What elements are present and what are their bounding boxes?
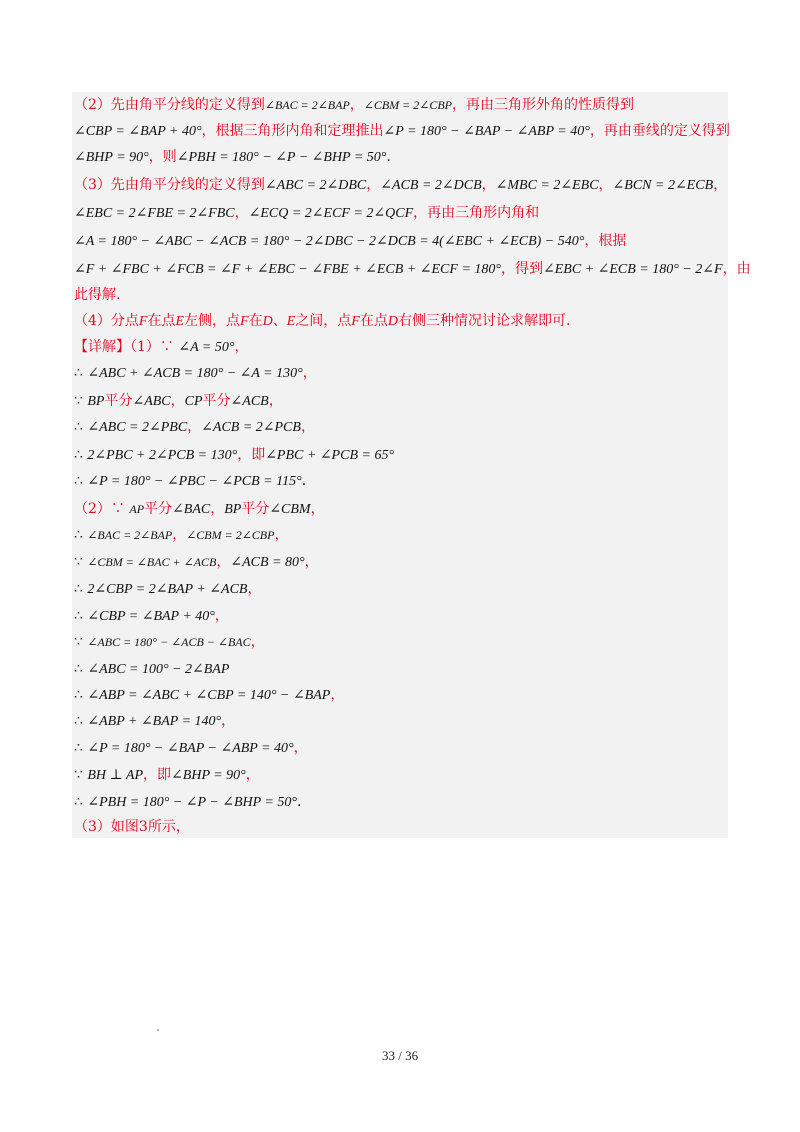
text-run: ， [293,740,308,756]
line-18 [74,549,319,575]
math-expression: ∠BCN = 2∠ECB [612,178,714,193]
text-run: 平分 [144,501,173,517]
line-17 [74,522,288,548]
math-expression: BP [87,394,105,409]
text-run: ， [366,177,381,193]
math-expression: ∠PBH = 180° − ∠P − ∠BHP = 50° [87,795,298,810]
math-expression: ∠ABP = ∠ABC + ∠CBP = 140° − ∠BAP [87,688,331,703]
math-expression: ∠BHP = 90° [171,768,246,783]
text-run: ， [234,339,249,355]
text-run: ，根据 [584,233,627,249]
math-expression: ∠PBC + ∠PCB = 65° [265,448,395,463]
text-run: . [301,473,307,489]
text-run: ，再由垂线的定义得到 [589,123,730,139]
line-27 [74,789,301,815]
text-run: 左侧，点 [184,313,241,329]
text-run: ，则 [148,149,177,165]
math-expression: ∠ACB = 2∠DCB [380,178,482,193]
text-run: 在点 [147,313,176,329]
text-run: 右侧三种情况讨论求解即可. [397,313,571,329]
text-run: ∴ [74,661,88,677]
text-run: ， [598,177,613,193]
line-9 [74,308,570,334]
text-run: ∵ [74,393,88,409]
line-10 [74,334,248,360]
text-run: ∴ [74,687,88,703]
line-28 [74,814,190,840]
text-run: ， [330,687,345,703]
line-14 [74,442,394,468]
math-expression: ∠ACB = 80° [230,555,305,570]
text-run: ∵ [74,634,88,650]
text-run: ∴ [74,473,88,489]
text-run: 此得解. [74,287,121,303]
math-expression: ∠CBP = ∠BAP + 40° [87,609,215,624]
text-run: . [297,794,302,810]
math-expression: ∠CBM = 2∠CBP [363,98,452,112]
math-expression: ∠P = 180° − ∠PBC − ∠PCB = 115° [87,474,302,489]
line-20 [74,603,229,629]
line-19 [74,576,261,602]
text-run: 在点 [359,313,388,329]
math-expression: E [286,314,296,329]
text-run: ， [300,419,315,435]
math-expression: F [351,314,360,329]
line-21 [74,629,265,655]
math-expression: 2∠CBP = 2∠BAP + ∠ACB [87,582,248,597]
text-run: ， [302,365,317,381]
line-7 [74,256,751,282]
text-run: （2）先由角平分线的定义得到 [74,97,265,113]
text-run: ，得到 [501,261,543,277]
text-run: ， [250,634,265,650]
text-run: ， [247,581,262,597]
text-run: （1）∵ [130,339,179,355]
line-13 [74,414,315,440]
text-run: ， [349,97,364,113]
text-run: ∴ [74,608,88,624]
line-25 [74,735,308,761]
math-expression: ∠EBC + ∠ECB = 180° − 2∠F [543,262,723,277]
math-expression: ∠A = 50° [178,340,235,355]
math-expression: ∠BHP = 90° [74,150,149,165]
text-run: ∴ [74,365,88,381]
line-6 [74,228,626,254]
text-run: ， [221,713,236,729]
math-expression: ∠BAC = 2∠BAP [264,98,350,112]
text-run: ， [187,419,202,435]
math-expression: F [240,314,249,329]
text-run: ∴ [74,794,88,810]
math-expression: ∠CBM = ∠BAC + ∠ACB [87,555,217,569]
text-run: （3）如图3所示， [74,819,190,835]
line-12 [74,388,283,414]
math-expression: BP [224,502,242,517]
math-expression: 2∠PBC + 2∠PCB = 130° [87,448,238,463]
line-1 [74,92,634,118]
text-run: ∴ [74,527,88,543]
text-run: ∴ [74,581,88,597]
text-run: ， [210,501,225,517]
line-3 [74,144,391,170]
text-run: ， [216,554,231,570]
page-total: 36 [405,1048,419,1063]
math-expression: ∠P = 180° − ∠BAP − ∠ABP = 40° [87,741,294,756]
line-8 [74,282,120,308]
text-run: ， [304,554,319,570]
text-run: ， [245,767,260,783]
math-expression: F [138,314,148,329]
line-16 [74,496,325,522]
math-expression: ∠ABC = 100° − 2∠BAP [87,662,230,677]
math-expression: ∠ABC = 2∠DBC [264,178,367,193]
line-11 [74,360,317,386]
text-run: ，再由三角形内角和 [413,205,540,221]
line-2 [74,118,730,144]
math-expression: ∠ABC + ∠ACB = 180° − ∠A = 130° [87,366,303,381]
math-expression: ∠MBC = 2∠EBC [495,178,599,193]
text-run: ， [274,527,289,543]
text-run: ， [713,177,728,193]
text-run: ，由 [722,261,751,277]
math-expression: ∠P = 180° − ∠BAP − ∠ABP = 40° [383,124,590,139]
math-expression: ∠F + ∠FBC + ∠FCB = ∠F + ∠EBC − ∠FBE + ∠ECB + ∠ECF = 180° [74,262,501,277]
line-23 [74,682,344,708]
text-run: （4）分点 [74,313,139,329]
page-footer [0,1048,800,1064]
text-run: ∴ [74,713,88,729]
math-expression: ∠BAC [172,502,211,517]
math-expression: ∠ACB = 2∠PCB [201,420,301,435]
text-run: ， [481,177,496,193]
text-run: ， [310,501,325,517]
text-run: ， [214,608,229,624]
math-expression: ∠ABP + ∠BAP = 140° [87,714,222,729]
line-24 [74,708,235,734]
math-expression: ∠CBP = ∠BAP + 40° [74,124,202,139]
text-run: 平分 [241,501,270,517]
text-run: 【详解】 [74,339,130,355]
math-expression: E [175,314,185,329]
math-expression: ∠ABC = 180° − ∠ACB − ∠BAC [87,635,251,649]
text-run: 在 [248,313,263,329]
text-run: ∴ [74,447,88,463]
math-expression: ∠ABC = 2∠PBC [87,420,188,435]
page-number: 33 [381,1048,395,1063]
text-run: 平分 [104,393,133,409]
text-run: ∴ [74,419,88,435]
text-run: ，即 [143,767,172,783]
text-run: （2）∵ [74,501,130,517]
line-5 [74,200,539,226]
math-expression: AP [129,502,145,516]
text-run: ， [172,527,187,543]
text-run: ， [170,393,185,409]
math-expression: ∠A = 180° − ∠ABC − ∠ACB = 180° − 2∠DBC − 2∠DCB = 4(∠EBC + ∠ECB) − 540° [74,234,585,249]
text-run: ，再由三角形外角的性质得到 [452,97,634,113]
stray-dot [157,1029,159,1031]
text-run: ，即 [237,447,266,463]
text-run: ，根据三角形内角和定理推出 [201,123,384,139]
math-expression: ∠CBM [269,502,311,517]
math-expression: D [262,314,273,329]
math-expression: ∠ACB [230,394,269,409]
math-expression: D [387,314,398,329]
math-expression: BH ⊥ AP [87,768,144,783]
line-26 [74,762,260,788]
text-run: 之间，点 [295,313,352,329]
page-separator: / [398,1048,402,1063]
line-15 [74,468,306,494]
math-expression: CP [184,394,203,409]
math-expression: ∠PBH = 180° − ∠P − ∠BHP = 50° [176,150,387,165]
math-expression: ∠BAC = 2∠BAP [87,528,173,542]
line-22 [74,656,229,682]
text-run: ∵ [74,767,88,783]
math-expression: ∠CBM = 2∠CBP [186,528,275,542]
math-expression: ∠ABC [132,394,171,409]
text-run: 、 [272,313,287,329]
text-run: ∵ [74,554,88,570]
text-run: ， [234,205,249,221]
text-run: . [386,149,391,165]
text-run: 平分 [202,393,231,409]
text-run: ， [268,393,283,409]
solution-block [72,92,751,838]
line-4 [74,172,727,198]
text-run: ∴ [74,740,88,756]
text-run: （3）先由角平分线的定义得到 [74,177,265,193]
math-expression: ∠EBC = 2∠FBE = 2∠FBC [74,206,235,221]
math-expression: ∠ECQ = 2∠ECF = 2∠QCF [248,206,414,221]
